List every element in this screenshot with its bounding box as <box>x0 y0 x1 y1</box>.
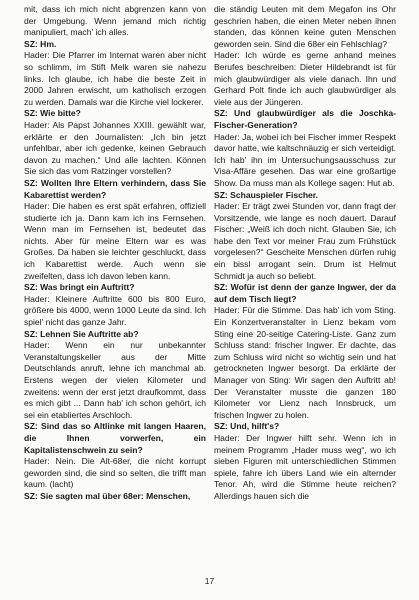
interview-answer: Hader: Für die Stimme. Das hab' ich vom Sting. Ein Konzertveranstalter in Lienz bekam vom Sting eine 20-seitige Catering-Liste. Ganz zum Schluss stand: frischer Ingwer. Er dachte, das zum Schluss wird nicht so wichtig sein und hat getrockneten Ingwer besorgt. Da erklärte der Manager von Sting: Wir sagen den Auftritt ab! Der Veranstalter musste die ganzen 180 Kilometer vor Lienz nach Innsbruck, um frischen Ingwer zu holen. <box>214 305 396 420</box>
interview-question: SZ: Und glaubwürdiger als die Joschka-Fischer-Generation? <box>214 108 396 130</box>
interview-answer: Hader: Wenn ein nur unbekannter Veranstaltungskeller aus der Mitte Deutschlands anruft, lehne ich manchmal ab. Erstens wegen der vielen Kilometer und zweitens: wenn der erst jetzt draufkommt, dass es mich gibt ... Dann hab' ich schon gehört, ich sei ein etabliertes Arschloch. <box>24 340 206 420</box>
interview-question: SZ: Wofür ist denn der ganze Ingwer, der da auf dem Tisch liegt? <box>214 282 396 304</box>
interview-question: SZ: Hm. <box>24 38 57 49</box>
interview-answer: Hader: Der Ingwer hilft sehr. Wenn ich in meinem Programm „Hader muss weg“, wo ich sieben Figuren mit unterschiedlichen Stimmen spiele, fahre ich übers Land wie ein alternder Tenor. Ah, wird die Stimme heute reichen? Allerdings hauen sich die <box>214 432 396 501</box>
page-number: 17 <box>204 576 215 586</box>
interview-answer: mit, dass ich mich nicht abgrenzen kann von der Umgebung. Wenn jemand mich richtig manipuliert, mach' ich alles. <box>24 4 206 38</box>
interview-answer: Hader: Kleinere Auftritte 600 bis 800 Euro, größere bis 4000, wenn 1000 Leute da sind. Ich spiel' nicht das ganze Jahr. <box>24 293 206 328</box>
interview-answer: Hader: Die haben es erst spät erfahren, offiziell studierte ich ja. Dann kam ich ins Fernsehen. Wenn man im Fernsehen ist, bedeutet das nichts. Aber für meine Eltern war es was Großes. Da haben sie leichter geschluckt, dass ich Kabarettist werde. Auch wenn sie zweifelten, dass ich davon leben kann. <box>24 201 206 281</box>
interview-answer: Hader: Er trägt zwei Stunden vor, dann fragt der Vorsitzende, wie lange es noch dauert. Darauf Fischer: „Weiß ich doch nicht. Glauben Sie, ich habe den Text vor meiner Frau zum Frühstück vorgelesen?“ Gescheite Menschen dürfen ruhig ein bissl arrogant sein. Drum ist Helmut Schmidt ja auch so beliebt. <box>214 201 396 281</box>
interview-question: SZ: Und, hilft's? <box>214 421 280 432</box>
interview-question: SZ: Sind das so Altlinke mit langen Haaren, die Ihnen vorwerfen, ein Kapitalistenschwein zu sein? <box>24 421 206 455</box>
interview-question: SZ: Lehnen Sie Auftritte ab? <box>24 328 139 339</box>
interview-question: SZ: Wie bitte? <box>24 108 81 119</box>
interview-question: SZ: Sie sagten mal über 68er: Menschen, <box>24 490 191 501</box>
interview-question: SZ: Wollten Ihre Eltern verhindern, dass Sie Kabarettist werden? <box>24 177 206 200</box>
interview-answer: Hader: Die Pfarrer im Internat waren aber nicht so schlimm, im Stift Melk waren sie nahezu links. Ich glaube, ich habe die beste Zeit in 2000 Jahren erwischt, um katholisch erzogen zu werden. Damals war die Kirche viel lockerer. <box>24 50 206 107</box>
interview-answer: Hader: Als Papst Johannes XXIII. gewählt war, erklärte er den Journalisten: „Ich bin jetzt unfehlbar, aber ich gedenke, keinen Gebrauch davon zu machen.“ Und alle lachten. Können Sie sich das vom Ratzinger vorstellen? <box>24 119 206 177</box>
interview-question: SZ: Schauspieler Fischer. <box>214 189 319 200</box>
interview-question: SZ: Was bringt ein Auftritt? <box>24 282 135 293</box>
interview-answer: Hader: Ich würde es gerne anhand meines Berufes beschreiben: Dieter Hildebrandt ist für mich glaubwürdiger als viele danach. Ihn und Gerhard Polt finde ich auch glaubwürdiger als viele aus der Jüngeren. <box>214 50 396 107</box>
left-column <box>24 4 206 503</box>
right-column <box>214 4 396 503</box>
interview-answer: Hader: Nein. Die Alt-68er, die nicht korrupt geworden sind, die sind so selten, die trifft man kaum. (lacht) <box>24 456 206 490</box>
interview-answer: die ständig Leuten mit dem Megafon ins Ohr geschrien haben, die einen Meter neben ihnen standen, das können keine guten Menschen geworden sein. Sind die 68er ein Fehlschlag? <box>214 4 396 49</box>
interview-answer: Hader: Ja, wobei ich bei Fischer immer Respekt davor hatte, wie kaltschnäuzig er sich verteidigt. Ich hab' ihn im Untersuchungsausschuss zur Visa-Affäre gesehen. Das war eine großartige Show. Da muss man als Kollege sagen: Hut ab. <box>214 131 396 188</box>
